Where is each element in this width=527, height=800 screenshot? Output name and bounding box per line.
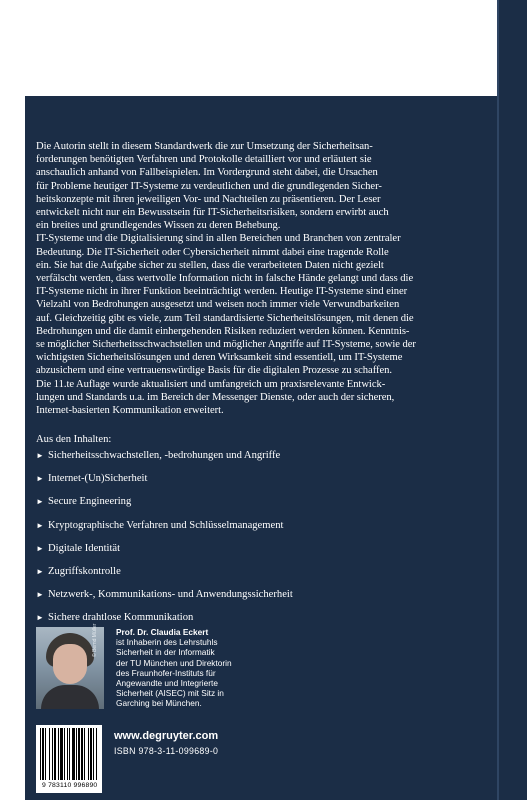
publisher-website[interactable]: www.degruyter.com bbox=[114, 730, 219, 742]
barcode-bar bbox=[64, 728, 65, 780]
bullet-icon: ► bbox=[36, 451, 44, 460]
contents-list bbox=[36, 433, 468, 635]
barcode-bar bbox=[54, 728, 56, 780]
contents-items bbox=[36, 449, 468, 635]
bio-line: des Fraunhofer-Instituts für bbox=[116, 667, 216, 678]
contents-item bbox=[36, 588, 468, 611]
barcode-bar bbox=[58, 728, 59, 780]
barcode-bar bbox=[40, 728, 41, 780]
contents-item bbox=[36, 495, 468, 518]
barcode-bar bbox=[60, 728, 63, 780]
contents-item-label: Internet-(Un)Sicherheit bbox=[48, 473, 148, 485]
description-line: IT-Systeme nicht in ihrer Funktion beeinträchtigt werden. Heutige IT-Systeme sind einer bbox=[36, 286, 408, 298]
description-line: IT-Systeme und die Digitalisierung sind in allen Bereichen und Branchen von zentraler bbox=[36, 233, 401, 245]
barcode-bar bbox=[76, 728, 77, 780]
contents-item bbox=[36, 449, 468, 472]
barcode bbox=[36, 725, 102, 793]
spine-edge bbox=[497, 0, 499, 800]
contents-item bbox=[36, 565, 468, 588]
description-line: verfälscht werden, dass wertvolle Information nicht in falsche Hände gelangt und dass die bbox=[36, 273, 414, 285]
barcode-digits: 9 783110 996890 bbox=[42, 782, 98, 789]
description-line: Bedeutung. Die IT-Sicherheit oder Cybersicherheit nimmt dabei eine tragende Rolle bbox=[36, 246, 389, 258]
barcode-bar bbox=[67, 728, 68, 780]
bio-line: ist Inhaberin des Lehrstuhls bbox=[116, 637, 218, 648]
description-line: Bedrohungen und die damit einhergehenden Risiken reduziert werden können. Kenntnis- bbox=[36, 325, 410, 337]
barcode-bar bbox=[72, 728, 75, 780]
contents-item-label: Zugriffskontrolle bbox=[48, 565, 121, 577]
contents-item-label: Secure Engineering bbox=[48, 496, 132, 508]
description-line: ein. Sie hat die Aufgabe sicher zu stellen, dass die verarbeiteten Daten nicht gezielt bbox=[36, 259, 384, 271]
bio-line: Angewandte und Integrierte bbox=[116, 678, 218, 689]
bullet-icon: ► bbox=[36, 543, 44, 553]
barcode-bar bbox=[45, 728, 46, 780]
barcode-bar bbox=[96, 728, 97, 780]
description-line: wichtigsten Sicherheitslösungen und deren Wirksamkeit sind essentiell, um IT-Systeme bbox=[36, 352, 403, 364]
book-spine bbox=[497, 0, 527, 800]
photo-credit: © Bernd Müller bbox=[92, 623, 98, 657]
barcode-bar bbox=[69, 728, 70, 780]
author-name: Prof. Dr. Claudia Eckert bbox=[116, 627, 209, 637]
bullet-icon: ► bbox=[36, 566, 44, 576]
barcode-bar bbox=[88, 728, 89, 780]
bio-line: Garching bei München. bbox=[116, 698, 202, 709]
barcode-bar bbox=[78, 728, 80, 780]
contents-item-label: Digitale Identität bbox=[48, 542, 121, 554]
bullet-icon: ► bbox=[36, 613, 44, 623]
contents-heading: Aus den Inhalten: bbox=[36, 434, 112, 445]
description-text bbox=[36, 140, 468, 417]
description-line: anschaulich anhand von Fallbeispielen. Im Vordergrund steht dabei, die Ursachen bbox=[36, 167, 378, 179]
bullet-icon: ► bbox=[36, 520, 44, 530]
description-line: Internet-basierten Kommunikation erweitert. bbox=[36, 405, 224, 417]
contents-item-label: Netzwerk-, Kommunikations- und Anwendungssicherheit bbox=[48, 589, 293, 601]
bullet-icon: ► bbox=[36, 474, 44, 484]
contents-item bbox=[36, 472, 468, 495]
description-line: für Probleme heutiger IT-Systeme zu verdeutlichen und die grundlegenden Sicher- bbox=[36, 180, 382, 192]
barcode-bar bbox=[93, 728, 94, 780]
author-shirt bbox=[41, 685, 99, 709]
contents-item-label: Sichere drahtlose Kommunikation bbox=[48, 612, 194, 624]
bio-line: der TU München und Direktorin bbox=[116, 657, 232, 668]
bullet-icon: ► bbox=[36, 590, 44, 600]
barcode-bar bbox=[42, 728, 44, 780]
description-line: entwickelt nicht nur ein Bewusstsein für IT-Sicherheitsrisiken, sondern erwirbt auch bbox=[36, 207, 389, 219]
isbn-number: ISBN 978-3-11-099689-0 bbox=[114, 746, 219, 756]
description-line: Die 11.te Auflage wurde aktualisiert und umfangreich um praxisrelevante Entwick- bbox=[36, 378, 386, 390]
contents-item-label: Sicherheitsschwachstellen, -bedrohungen und Angriffe bbox=[48, 450, 281, 461]
description-line: lungen und Standards u.a. im Bereich der Messenger Dienste, oder auch der sicheren, bbox=[36, 391, 395, 403]
description-line: Vielzahl von Bedrohungen ausgesetzt und weisen noch immer viele Verwundbarkeiten bbox=[36, 299, 400, 311]
author-face bbox=[53, 644, 87, 684]
bio-line: Sicherheit in der Informatik bbox=[116, 647, 215, 658]
contents-item-label: Kryptographische Verfahren und Schlüsselmanagement bbox=[48, 519, 284, 531]
barcode-bars bbox=[40, 728, 98, 780]
barcode-bar bbox=[84, 728, 85, 780]
description-line: se möglicher Sicherheitsschwachstellen und möglicher Angriffe auf IT-Systeme, sowie der bbox=[36, 339, 416, 351]
contents-item bbox=[36, 542, 468, 565]
contents-item bbox=[36, 519, 468, 542]
description-line: auf. Gleichzeitig gibt es viele, zum Teil standardisierte Sicherheitslösungen, mit denen die bbox=[36, 312, 414, 324]
description-line: forderungen benötigten Verfahren und Protokolle detailliert vor und erläutert sie bbox=[36, 154, 372, 166]
bullet-icon: ► bbox=[36, 497, 44, 507]
barcode-bar bbox=[81, 728, 83, 780]
description-line: heitskonzepte mit ihren jeweiligen Vor- und Nachteilen zu präsentieren. Der Leser bbox=[36, 193, 381, 205]
barcode-bar bbox=[49, 728, 50, 780]
barcode-bar bbox=[52, 728, 53, 780]
description-line: ein breites und grundlegendes Wissen zu deren Behebung. bbox=[36, 220, 281, 232]
description-line: Die Autorin stellt in diesem Standardwerk die zur Umsetzung der Sicherheitsan- bbox=[36, 141, 373, 152]
description-line: abzusichern und eine vertrauenswürdige Basis für die digitalen Prozesse zu schaffen. bbox=[36, 365, 392, 377]
author-bio bbox=[116, 627, 306, 709]
barcode-bar bbox=[90, 728, 92, 780]
bio-line: Sicherheit (AISEC) mit Sitz in bbox=[116, 688, 224, 699]
